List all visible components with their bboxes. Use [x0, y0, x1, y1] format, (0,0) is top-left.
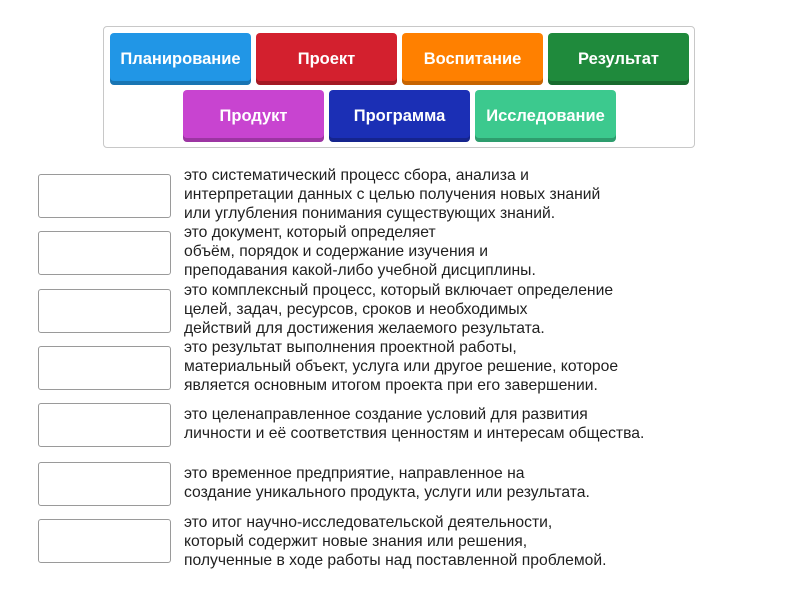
answer-blank-1[interactable] [38, 174, 171, 218]
answer-blank-3[interactable] [38, 289, 171, 333]
answer-blank-7[interactable] [38, 519, 171, 563]
tile-proekt[interactable]: Проект [256, 33, 397, 85]
definition-3: это комплексный процесс, который включает определение целей, задач, ресурсов, сроков и необходимых действий для достижения желаемого результата. [184, 282, 614, 337]
tile-vospitanie[interactable]: Воспитание [402, 33, 543, 85]
tile-produkt[interactable]: Продукт [183, 90, 324, 142]
definition-6: это временное предприятие, направленное на создание уникального продукта, услуги или результата. [184, 465, 590, 501]
tile-rezultat[interactable]: Результат [548, 33, 689, 85]
answer-blank-2[interactable] [38, 231, 171, 275]
definition-5: это целенаправленное создание условий для развития личности и её соответствия ценностям и интересам общества. [184, 406, 645, 442]
definition-2: это документ, который определяет объём, порядок и содержание изучения и преподавания какой-либо учебной дисциплины. [184, 224, 536, 279]
answer-blank-5[interactable] [38, 403, 171, 447]
tile-planirovanie[interactable]: Планирование [110, 33, 251, 85]
definition-4: это результат выполнения проектной работы, материальный объект, услуга или другое решение, которое является основным итогом проекта при его завершении. [184, 339, 619, 394]
definition-7: это итог научно-исследовательской деятельности, который содержит новые знания или решения, полученные в ходе работы над поставленной проблемой. [184, 514, 607, 569]
definition-1: это систематический процесс сбора, анализа и интерпретации данных с целью получения новых знаний или углубления понимания существующих знаний. [184, 167, 601, 222]
answer-blank-4[interactable] [38, 346, 171, 390]
tile-issledovanie[interactable]: Исследование [475, 90, 616, 142]
answer-blank-6[interactable] [38, 462, 171, 506]
tile-programma[interactable]: Программа [329, 90, 470, 142]
